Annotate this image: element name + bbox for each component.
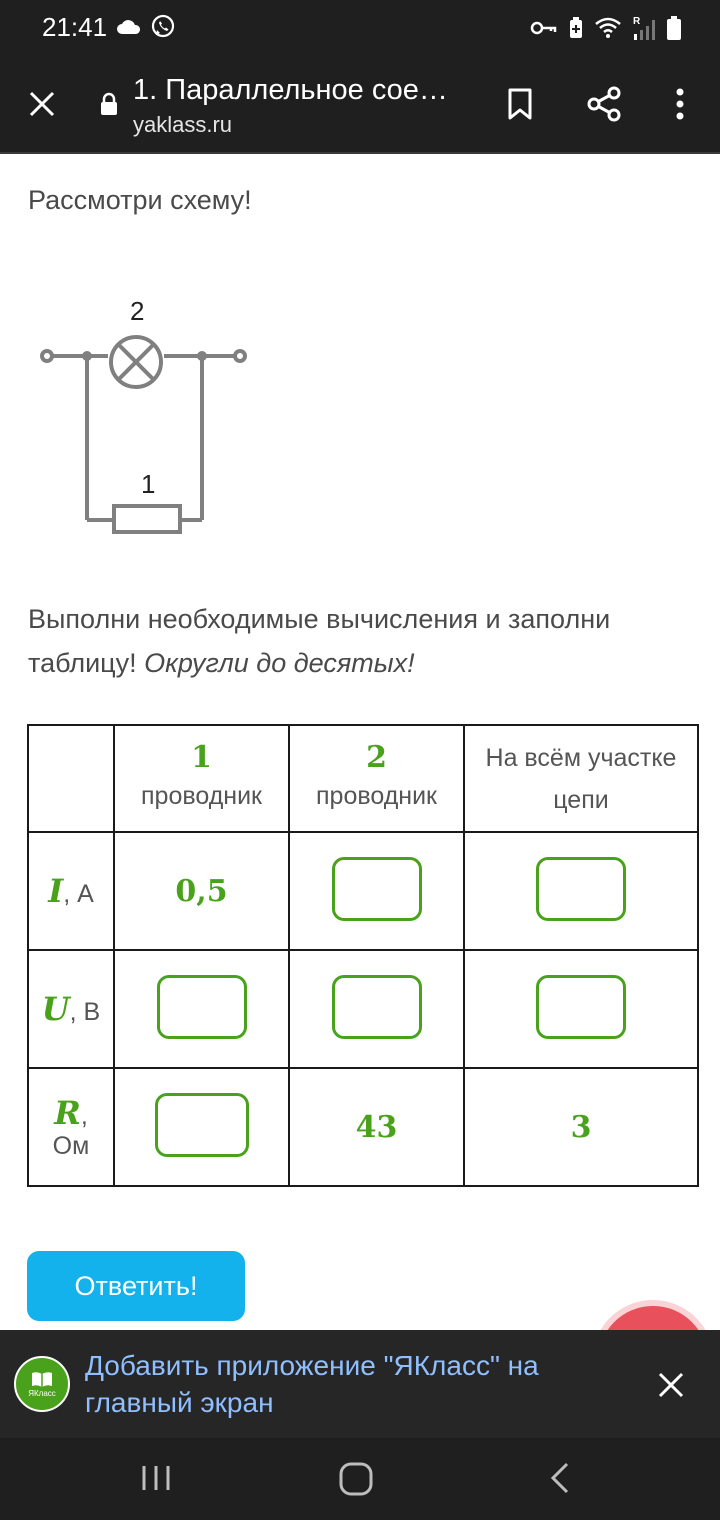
header-col2-number: 2 xyxy=(366,740,387,775)
close-tab-button[interactable] xyxy=(22,84,62,124)
header-col3-line2: цепи xyxy=(553,785,609,814)
header-col1-label: проводник xyxy=(141,782,262,810)
book-icon xyxy=(30,1370,54,1388)
table-row-current xyxy=(28,832,698,950)
task-hint: Округли до десятых! xyxy=(144,648,415,678)
current-2-input[interactable] xyxy=(332,857,422,921)
header-whole-circuit xyxy=(464,725,698,832)
lock-icon xyxy=(99,92,119,116)
header-col1-number: 1 xyxy=(191,740,212,775)
status-right-icons xyxy=(530,14,682,42)
battery-saver-icon xyxy=(568,16,584,40)
voltage-conductor-2 xyxy=(289,950,464,1068)
resistance-conductor-2 xyxy=(289,1068,464,1186)
voltage-total xyxy=(464,950,698,1068)
answer-table xyxy=(27,724,699,1187)
voltage-symbol: U xyxy=(41,990,70,1028)
back-icon[interactable] xyxy=(543,1460,579,1496)
install-app-banner xyxy=(0,1330,720,1438)
current-unit: , А xyxy=(63,880,94,908)
table-row-voltage xyxy=(28,950,698,1068)
resistance-total xyxy=(464,1068,698,1186)
voltage-total-input[interactable] xyxy=(536,975,626,1039)
close-icon xyxy=(658,1372,684,1398)
task-instruction xyxy=(28,597,688,685)
resistance-unit: Ом xyxy=(52,1131,90,1160)
status-bar xyxy=(0,0,720,54)
current-1-value: 0,5 xyxy=(175,873,228,909)
header-empty-cell xyxy=(28,725,114,832)
bookmark-button[interactable] xyxy=(500,84,540,124)
banner-close-button[interactable] xyxy=(650,1364,692,1406)
voltage-unit: , В xyxy=(69,998,101,1026)
page-url[interactable]: yaklass.ru xyxy=(133,112,233,137)
share-button[interactable] xyxy=(584,84,624,124)
answer-button[interactable]: Ответить! xyxy=(27,1251,245,1321)
lamp-label: 2 xyxy=(130,296,145,326)
row-label-voltage xyxy=(28,950,114,1068)
header-col2-label: проводник xyxy=(316,782,437,810)
viber-icon xyxy=(150,14,176,40)
bookmark-icon xyxy=(507,88,533,120)
wifi-icon xyxy=(594,16,622,40)
resistance-1-input[interactable] xyxy=(155,1093,249,1157)
current-total-input[interactable] xyxy=(536,857,626,921)
battery-icon xyxy=(666,15,682,41)
resistance-total-value: 3 xyxy=(570,1109,592,1145)
key-icon xyxy=(530,18,558,38)
resistance-2-value: 43 xyxy=(355,1109,398,1145)
banner-text[interactable]: Добавить приложение "ЯКласс" на главный экран xyxy=(85,1350,539,1418)
row-label-current xyxy=(28,832,114,950)
current-conductor-1 xyxy=(114,832,289,950)
status-time: 21:41 xyxy=(42,12,108,42)
cloud-icon xyxy=(116,17,142,37)
header-conductor-2 xyxy=(289,725,464,832)
row-label-resistance xyxy=(28,1068,114,1186)
current-symbol: I xyxy=(48,872,64,910)
more-vert-icon xyxy=(675,87,685,121)
header-conductor-1 xyxy=(114,725,289,832)
current-total xyxy=(464,832,698,950)
share-icon xyxy=(586,86,622,122)
resistance-conductor-1 xyxy=(114,1068,289,1186)
close-icon xyxy=(29,91,55,117)
table-row-resistance xyxy=(28,1068,698,1186)
header-col3-line1: На всём участке xyxy=(485,743,677,772)
logo-text: ЯКласс xyxy=(28,1389,56,1398)
system-nav-bar xyxy=(0,1438,720,1520)
voltage-1-input[interactable] xyxy=(157,975,247,1039)
intro-text: Рассмотри схему! xyxy=(28,185,252,215)
resistor-label: 1 xyxy=(141,469,156,499)
voltage-2-input[interactable] xyxy=(332,975,422,1039)
voltage-conductor-1 xyxy=(114,950,289,1068)
task-text: Выполни необходимые вычисления и заполни таблицу! xyxy=(28,604,611,678)
recent-apps-icon[interactable] xyxy=(138,1460,174,1496)
browser-toolbar xyxy=(0,54,720,154)
page-title[interactable]: 1. Параллельное сое… xyxy=(133,74,448,106)
circuit-diagram xyxy=(30,290,260,540)
current-conductor-2 xyxy=(289,832,464,950)
resistance-symbol: R xyxy=(54,1093,81,1132)
resistance-comma: , xyxy=(80,1101,88,1130)
home-icon[interactable] xyxy=(337,1460,375,1498)
signal-roaming-icon xyxy=(632,14,656,42)
more-menu-button[interactable] xyxy=(660,84,700,124)
yaklass-logo xyxy=(14,1356,70,1412)
table-header-row xyxy=(28,725,698,832)
svg-text:R: R xyxy=(633,16,641,27)
status-left-icons xyxy=(116,14,176,40)
